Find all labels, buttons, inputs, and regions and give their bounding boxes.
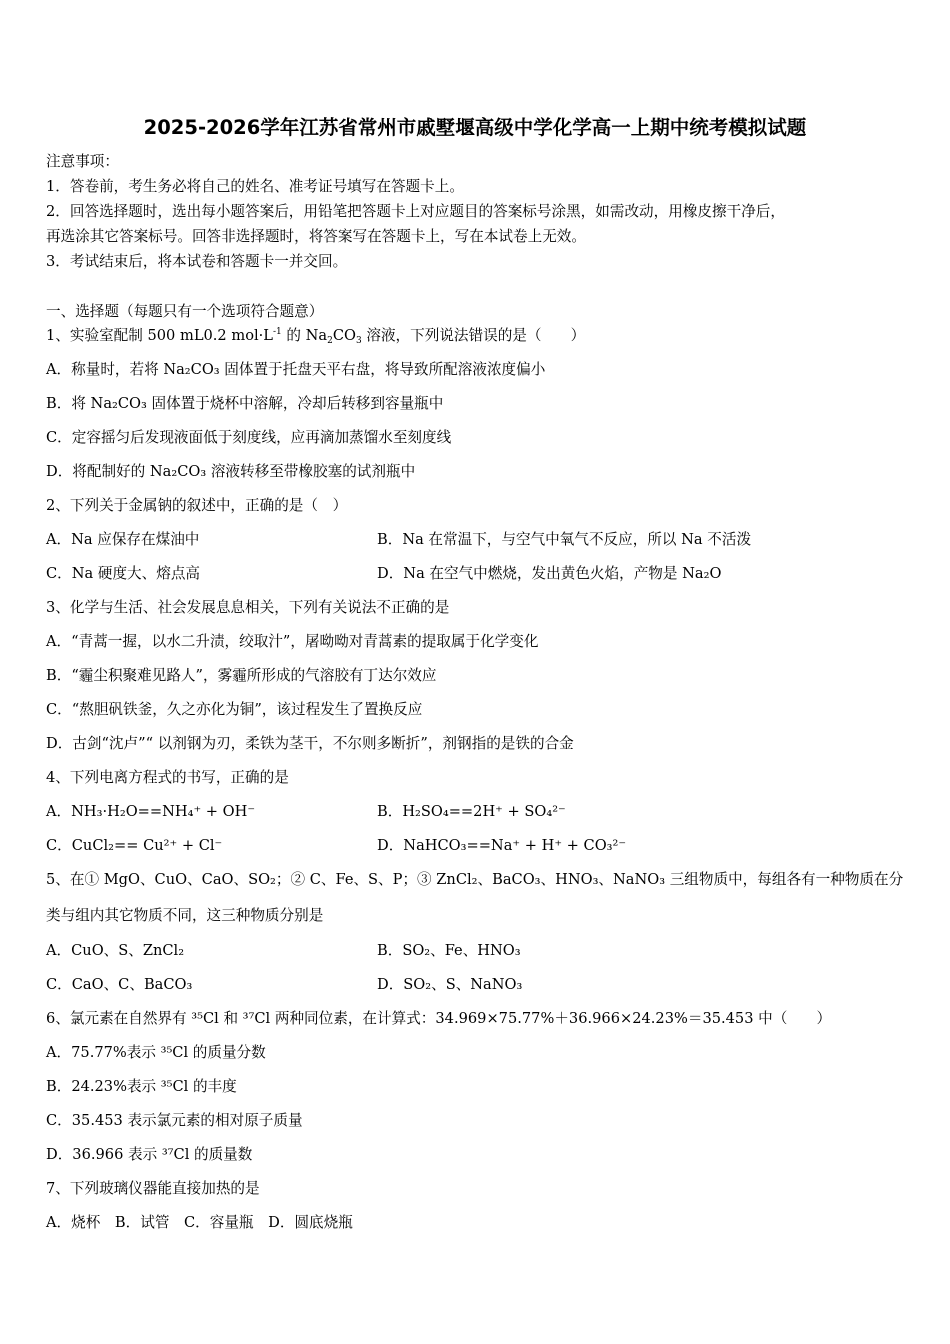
q4-option-b: B．H₂SO₄==2H⁺ + SO₄²⁻	[377, 803, 566, 820]
question-4-stem: 4、下列电离方程式的书写，正确的是	[46, 769, 289, 786]
question-6-stem: 6、氯元素在自然界有 ³⁵Cl 和 ³⁷Cl 两种同位素，在计算式：34.969×75.77%＋36.966×24.23%＝35.453 中（ ）	[46, 1010, 832, 1027]
q6-option-d: D．36.966 表示 ³⁷Cl 的质量数	[46, 1146, 253, 1163]
question-7-stem: 7、下列玻璃仪器能直接加热的是	[46, 1180, 260, 1197]
q1-option-d: D．将配制好的 Na₂CO₃ 溶液转移至带橡胶塞的试剂瓶中	[46, 463, 416, 480]
question-5-stem: 5、在① MgO、CuO、CaO、SO₂；② C、Fe、S、P；③ ZnCl₂、BaCO₃、HNO₃、NaNO₃ 三组物质中，每组各有一种物质在分	[46, 871, 904, 888]
question-2-stem: 2、下列关于金属钠的叙述中，正确的是（ ）	[46, 497, 348, 514]
q2-option-c: C．Na 硬度大、熔点高	[46, 565, 201, 582]
notice-item-2: 2．回答选择题时，选出每小题答案后，用铅笔把答题卡上对应题目的答案标号涂黑，如需改动，用橡皮擦干净后，	[46, 203, 785, 220]
question-5-stem-cont: 类与组内其它物质不同，这三种物质分别是	[46, 907, 324, 924]
q2-option-b: B．Na 在常温下，与空气中氧气不反应，所以 Na 不活泼	[377, 531, 752, 548]
notice-item-1: 1．答卷前，考生务必将自己的姓名、准考证号填写在答题卡上。	[46, 178, 464, 195]
q3-option-b: B．“霾尘积聚难见路人”，雾霾所形成的气溶胶有丁达尔效应	[46, 667, 437, 684]
question-3-stem: 3、化学与生活、社会发展息息相关，下列有关说法不正确的是	[46, 599, 450, 616]
q1-option-a: A．称量时，若将 Na₂CO₃ 固体置于托盘天平右盘，将导致所配溶液浓度偏小	[46, 361, 546, 378]
notice-item-3: 3．考试结束后，将本试卷和答题卡一并交回。	[46, 253, 348, 270]
q6-option-c: C．35.453 表示氯元素的相对原子质量	[46, 1112, 303, 1129]
notice-item-2-cont: 再选涂其它答案标号。回答非选择题时，将答案写在答题卡上，写在本试卷上无效。	[46, 228, 586, 245]
question-1-stem: 1、实验室配制 500 mL0.2 $mol\cdot L^{-1}$ 的 $Na_2CO_3$ 溶液，下列说法错误的是（ ）	[46, 327, 586, 346]
q3-option-c: C．“熬胆矾铁釜，久之亦化为铜”，该过程发生了置换反应	[46, 701, 423, 718]
q5-option-a: A．CuO、S、ZnCl₂	[46, 942, 185, 959]
q6-option-b: B．24.23%表示 ³⁵Cl 的丰度	[46, 1078, 237, 1095]
q4-option-c: C．CuCl₂== Cu²⁺ + Cl⁻	[46, 837, 223, 854]
q4-option-d: D．NaHCO₃==Na⁺ + H⁺ + CO₃²⁻	[377, 837, 627, 854]
page-title: 2025-2026学年江苏省常州市戚墅堰高级中学化学高一上期中统考模拟试题	[143, 116, 807, 139]
q2-option-a: A．Na 应保存在煤油中	[46, 531, 200, 548]
q3-option-d: D．古剑“沈卢”“ 以剂钢为刃，柔铁为茎干，不尔则多断折”，剂钢指的是铁的合金	[46, 735, 574, 752]
q1-option-c: C．定容摇匀后发现液面低于刻度线，应再滴加蒸馏水至刻度线	[46, 429, 452, 446]
q5-option-b: B．SO₂、Fe、HNO₃	[377, 942, 521, 959]
q3-option-a: A．“青蒿一握，以水二升渍，绞取汁”，屠呦呦对青蒿素的提取属于化学变化	[46, 633, 539, 650]
section-heading: 一、选择题（每题只有一个选项符合题意）	[46, 303, 324, 320]
q6-option-a: A．75.77%表示 ³⁵Cl 的质量分数	[46, 1044, 266, 1061]
q5-option-c: C．CaO、C、BaCO₃	[46, 976, 193, 993]
q7-options: A．烧杯 B．试管 C．容量瓶 D．圆底烧瓶	[46, 1214, 353, 1231]
q1-option-b: B．将 Na₂CO₃ 固体置于烧杯中溶解，冷却后转移到容量瓶中	[46, 395, 444, 412]
q4-option-a: A．NH₃·H₂O==NH₄⁺ + OH⁻	[46, 803, 256, 820]
q2-option-d: D．Na 在空气中燃烧，发出黄色火焰，产物是 Na₂O	[377, 565, 722, 582]
notice-heading: 注意事项：	[46, 153, 119, 170]
q5-option-d: D．SO₂、S、NaNO₃	[377, 976, 523, 993]
